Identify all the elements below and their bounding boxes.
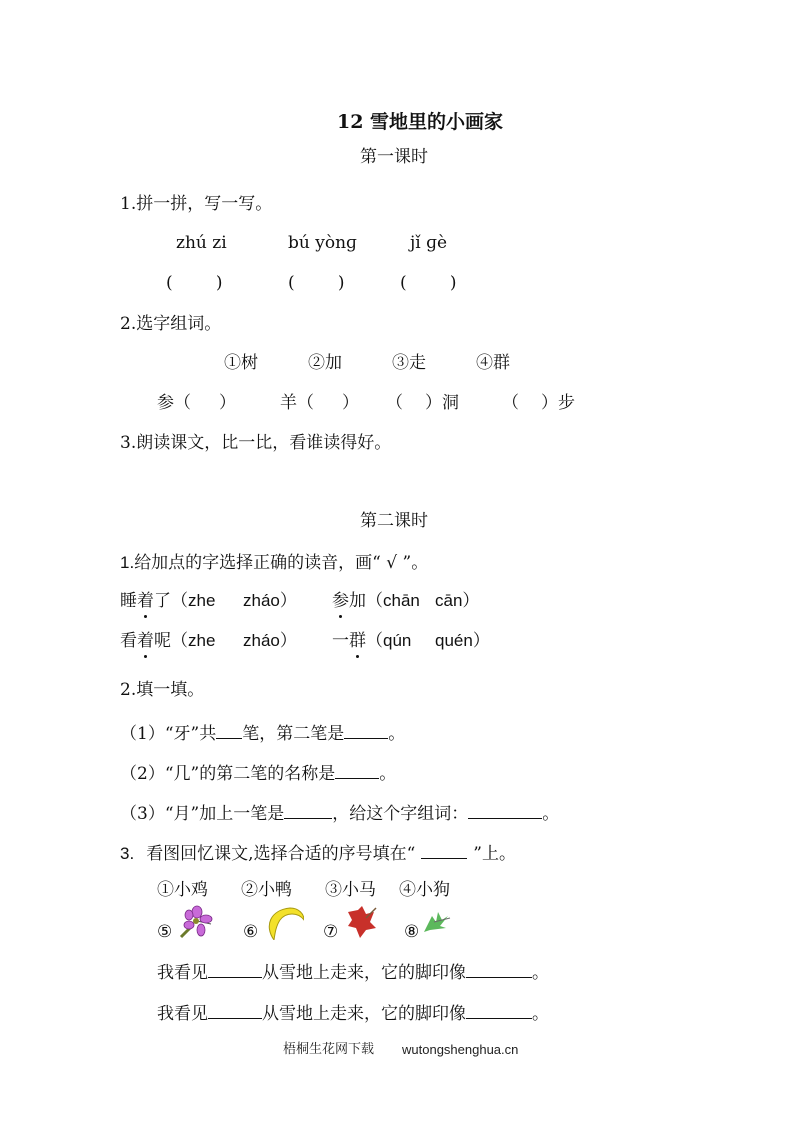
answer-blank [466,960,532,978]
pinyin-1: zhú zi [176,233,227,253]
footer-site-url[interactable]: wutongshenghua.cn [402,1042,519,1057]
sentence [157,1001,549,1025]
item-pre: （ [502,393,519,413]
answer-paren: ( ) [166,273,223,293]
answer-blank [344,721,388,739]
pic-num: ⑥ [243,922,259,942]
text-segment: 一 [332,631,349,651]
answer-blank [421,841,467,859]
word-item [157,392,236,414]
text-segment: ”上。 [473,844,516,864]
l1-q3-label: 3.朗读课文，比一比，看谁读得好。 [120,433,392,453]
text-segment: （ [366,631,383,651]
item-post: ） [219,393,236,413]
text-segment: 看 [120,631,137,651]
animal: ③小马 [325,880,376,900]
text-segment: 。 [542,804,560,824]
text-segment: （3）“月”加上一笔是 [120,804,285,824]
text-segment: zháo [243,631,280,650]
answer-blank [335,761,379,779]
text-segment: 我看见 [157,1004,208,1024]
footer-site-name: 梧桐生花网下载 [283,1042,375,1057]
sentence [157,960,549,984]
pic-num: ⑤ [157,922,173,942]
text-segment: 3. [120,844,135,863]
text-segment: 。 [532,1004,549,1024]
animal: ①小鸡 [157,880,208,900]
word-item [280,392,359,414]
l2-q2-label: 2.填一填。 [120,680,205,700]
item-post: ） [342,393,359,413]
text-segment: 笔，第二笔是 [242,724,345,744]
text-segment: 睡 [120,591,137,611]
text-segment: zhe [188,591,216,610]
text-segment: ） [472,631,490,651]
green-leaf-icon [420,910,452,936]
answer-blank [284,801,332,819]
text-segment: cān [435,591,463,610]
dotted-char: 着 [137,591,154,611]
dotted-char: 着 [137,631,154,651]
text-segment: zhe [188,631,216,650]
option: ①树 [224,353,258,373]
answer-blank [208,1001,262,1019]
text-segment: 呢（ [154,631,188,651]
text-segment: ） [462,591,480,611]
moon-icon [264,906,304,940]
l2-q1-label [120,552,428,574]
text-segment: ） [279,631,297,651]
text-segment: ） [279,591,297,611]
text-segment: 给加点的字选择正确的读音，画“ √ ”。 [134,553,429,573]
pron-item [332,590,479,612]
text-segment: 1. [120,553,135,572]
option: ③走 [392,353,426,373]
text-segment: zháo [243,591,280,610]
l1-q2-label: 2.选字组词。 [120,314,222,334]
fill-item [120,761,396,785]
word-item [502,392,575,414]
pron-item [332,630,490,652]
pic-num: ⑧ [404,922,420,942]
text-segment: 我看见 [157,963,208,983]
l1-q1-label: 1.拼一拼，写一写。 [120,194,273,214]
text-segment: 从雪地上走来，它的脚印像 [262,963,466,983]
text-segment: 了（ [154,591,188,611]
pron-item [120,630,297,652]
fill-item [120,801,559,825]
l2-q3-label [120,841,516,865]
text-segment: 。 [532,963,549,983]
text-segment: chān [383,591,420,610]
answer-blank [216,721,242,739]
animal: ②小鸭 [241,880,292,900]
text-segment: 。 [388,724,406,744]
fill-item [120,721,405,745]
pinyin-2: bú yònɡ [288,233,357,253]
flower-icon [177,905,213,939]
dotted-char: 群 [349,631,366,651]
text-segment: qún [383,631,412,650]
pron-item [120,590,297,612]
answer-paren: ( ) [400,273,457,293]
red-leaf-icon [346,906,378,938]
option: ④群 [476,353,510,373]
text-segment: 看图回忆课文,选择合适的序号填在“ [146,844,416,864]
text-segment: （1）“牙”共 [120,724,217,744]
word-item [386,392,459,414]
answer-blank [468,801,542,819]
item-pre: 羊（ [280,393,314,413]
item-post: ）洞 [425,393,459,413]
pic-num: ⑦ [323,922,339,942]
animal: ④小狗 [399,880,450,900]
text-segment: ，给这个字组词： [332,804,469,824]
text-segment: 从雪地上走来，它的脚印像 [262,1004,466,1024]
text-segment: quén [435,631,473,650]
pinyin-3: jǐ ɡè [410,233,448,253]
lesson2-heading: 第二课时 [360,511,428,531]
lesson1-heading: 第一课时 [360,147,428,167]
answer-blank [208,960,262,978]
option: ②加 [308,353,342,373]
text-segment: 。 [379,764,397,784]
text-segment: 加（ [349,591,383,611]
answer-paren: ( ) [288,273,345,293]
dotted-char: 参 [332,591,349,611]
item-post: ）步 [541,393,575,413]
item-pre: （ [386,393,403,413]
item-pre: 参（ [157,393,191,413]
answer-blank [466,1001,532,1019]
page-title: 12 雪地里的小画家 [337,111,504,133]
text-segment: （2）“几”的第二笔的名称是 [120,764,336,784]
